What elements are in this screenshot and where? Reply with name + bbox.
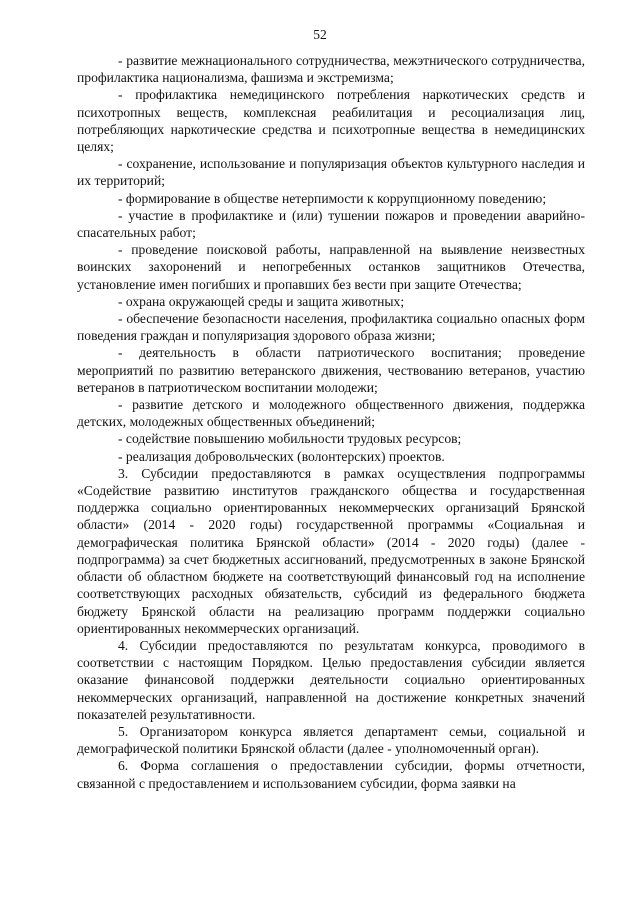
clause-4: 4. Субсидии предоставляются по результатам конкурса, проводимого в соответствии с настоящим Порядком. Целью предоставления субсидии является оказание финансовой поддержки деятельности социально ориентированных некоммерческих организаций, направленной на достижение конкретных значений показателей результативности. — [77, 637, 585, 722]
list-item-environment: - охрана окружающей среды и защита животных; — [118, 293, 405, 309]
list-item-anti-corruption: - формирование в обществе нетерпимости к коррупционному поведению; — [118, 190, 547, 206]
page-number: 52 — [313, 27, 327, 42]
list-item-cultural-heritage: - сохранение, использование и популяризация объектов культурного наследия и их территорий; — [77, 156, 585, 189]
list-item-volunteer-projects: - реализация добровольческих (волонтерских) проектов. — [118, 448, 445, 464]
list-item-public-safety: - обеспечение безопасности населения, профилактика социально опасных форм поведения граждан и популяризация здорового образа жизни; — [77, 311, 585, 344]
clause-6: 6. Форма соглашения о предоставлении субсидии, формы отчетности, связанной с предоставлением и использованием субсидии, форма заявки на — [77, 758, 585, 791]
list-item-labor-mobility: - содействие повышению мобильности трудовых ресурсов; — [118, 431, 462, 447]
clause-3: 3. Субсидии предоставляются в рамках осуществления подпрограммы «Содействие развитию институтов гражданского общества и государственная поддержка социально ориентированных некоммерческих организаций Брянской области» (2014 - 2020 годы) государственной программы «Социальная и демографическая политика Брянской области» (2014 - 2020 годы) (далее - подпрограмма) за счет бюджетных ассигнований, предусмотренных в законе Брянской области об областном бюджете на соответствующий финансовый год на исполнение соответствующих расходных обязательств, субсидий из федерального бюджета бюджету Брянской области на реализацию программ поддержки социально ориентированных некоммерческих организаций. — [77, 465, 585, 636]
document-body — [77, 52, 585, 792]
list-item-youth-movement: - развитие детского и молодежного общественного движения, поддержка детских, молодежных общественных объединений; — [77, 397, 585, 430]
list-item-fire-prevention: - участие в профилактике и (или) тушении пожаров и проведении аварийно-спасательных работ; — [77, 207, 585, 241]
list-item-search-work: - проведение поисковой работы, направленной на выявление неизвестных воинских захоронений и непогребенных останков защитников Отечества, установление имен погибших и пропавших без вести при защите Отечества; — [77, 242, 585, 292]
list-item-drug-prevention: - профилактика немедицинского потребления наркотических средств и психотропных веществ, комплексная реабилитация и ресоциализация лиц, потребляющих наркотические средства и психотропные вещества в немедицинских целях; — [77, 87, 585, 155]
clause-5: 5. Организатором конкурса является департамент семьи, социальной и демографической политики Брянской области (далее - уполномоченный орган). — [77, 723, 585, 757]
list-item-interethnic: - развитие межнационального сотрудничества, межэтнического сотрудничества, профилактика национализма, фашизма и экстремизма; — [77, 53, 585, 86]
list-item-patriotic-education: - деятельность в области патриотического воспитания; проведение мероприятий по развитию ветеранского движения, чествованию ветеранов, участию ветеранов в патриотическом воспитании молодежи; — [77, 345, 585, 395]
